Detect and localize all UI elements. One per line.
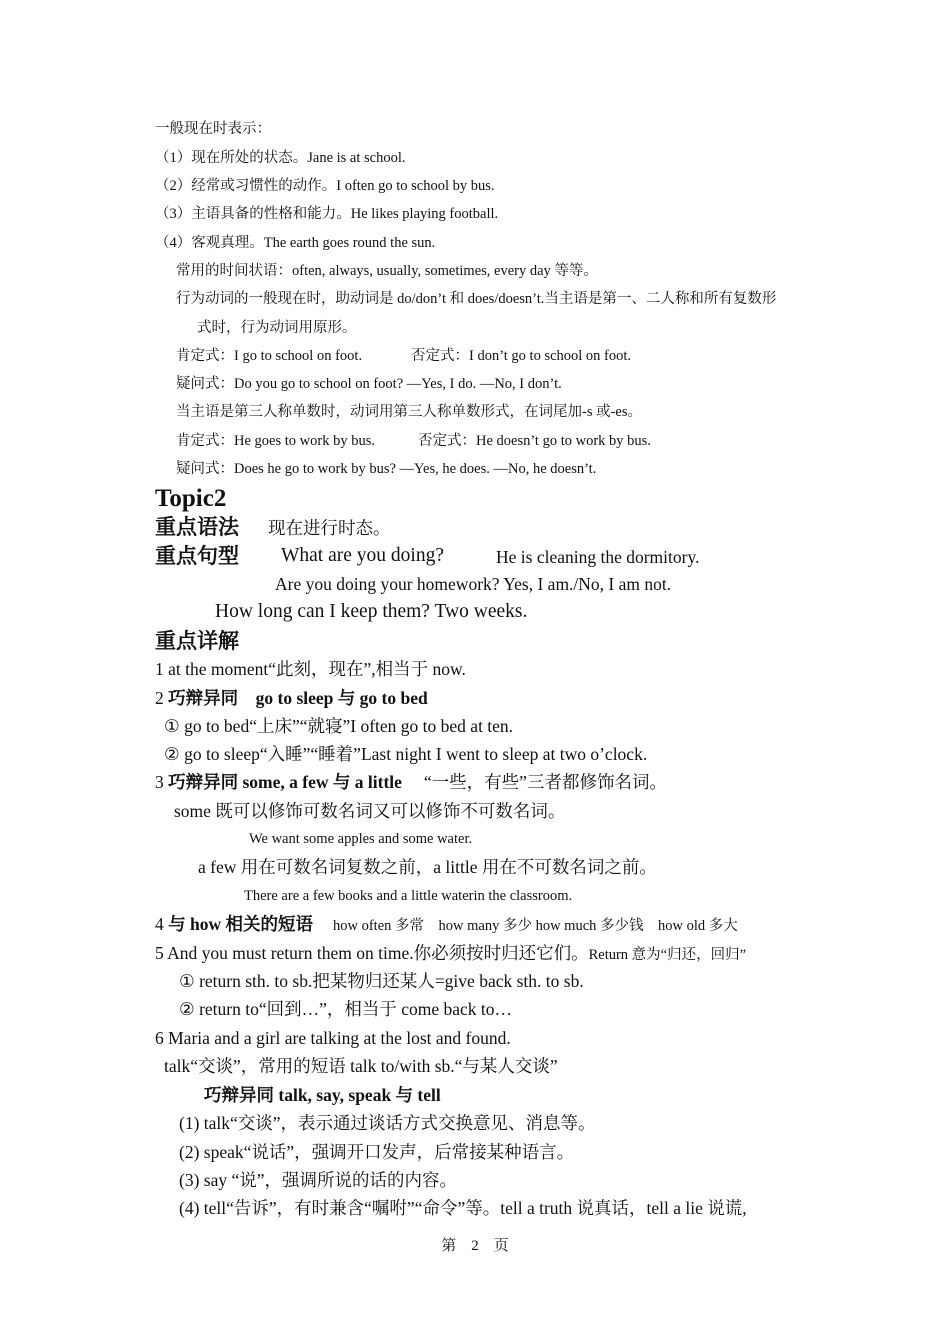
- detail-4: [155, 914, 738, 935]
- pattern-line-3: How long can I keep them? Two weeks.: [215, 601, 528, 622]
- pattern-answer: He is cleaning the dormitory.: [496, 547, 700, 567]
- present-simple-heading: 一般现在时表示：: [155, 121, 271, 137]
- detail-5-b: ② return to“回到…”，相当于 come back to…: [179, 999, 513, 1019]
- detail-3-few: a few 用在可数名词复数之前，a little 用在不可数名词之前。: [198, 857, 657, 877]
- detail-6-heading: 巧辩异同 talk, say, speak 与 tell: [204, 1085, 441, 1105]
- detail-3-few-example: There are a few books and a little waterin the classroom.: [244, 888, 573, 904]
- time-adverbials: 常用的时间状语：often, always, usually, sometimes, every day 等等。: [176, 263, 598, 279]
- affirmative-2: 肯定式：He goes to work by bus.: [176, 433, 375, 449]
- detail-3-text: “一些，有些”三者都修饰名词。: [423, 772, 667, 792]
- detail-3: [155, 772, 667, 792]
- detail-4-number: 4: [155, 914, 169, 934]
- detail-2-number: 2: [155, 688, 169, 708]
- detail-2: [155, 688, 428, 708]
- detail-5-note: Return 意为“归还，回归”: [588, 947, 747, 963]
- third-person-rule: 当主语是第三人称单数时，动词用第三人称单数形式，在词尾加-s 或-es。: [176, 404, 643, 420]
- pattern-question: What are you doing?: [281, 545, 444, 566]
- detail-6-2: (2) speak“说话”，强调开口发声，后常接某种语言。: [179, 1142, 575, 1162]
- detail-6-1: (1) talk“交谈”，表示通过谈话方式交换意见、消息等。: [179, 1113, 596, 1133]
- detail-3-number: 3: [155, 772, 169, 792]
- detail-4-text: how often 多常 how many 多少 how much 多少钱 how old 多大: [333, 918, 738, 934]
- affirmative-1: 肯定式：I go to school on foot.: [176, 348, 363, 364]
- usage-3: （3）主语具备的性格和能力。He likes playing football.: [155, 206, 499, 222]
- usage-4: （4）客观真理。The earth goes round the sun.: [155, 235, 436, 251]
- usage-1: （1）现在所处的状态。Jane is at school.: [155, 150, 406, 166]
- detail-4-heading: 与 how 相关的短语: [168, 914, 313, 934]
- detail-3-heading: 巧辩异同 some, a few 与 a little: [168, 772, 402, 792]
- rule-line-2: 式时，行为动词用原形。: [197, 320, 357, 336]
- rule-line-1: 行为动词的一般现在时，助动词是 do/don’t 和 does/doesn’t.当主语是第一、二人称和所有复数形: [176, 291, 777, 307]
- detail-5-a: ① return sth. to sb.把某物归还某人=give back sth. to sb.: [179, 971, 584, 991]
- question-1: 疑问式：Do you go to school on foot? —Yes, I do. —No, I don’t.: [176, 376, 562, 392]
- pattern-label: 重点句型: [155, 544, 239, 568]
- detail-5-main: 5 And you must return them on time.你必须按时归还它们。: [155, 943, 589, 963]
- detail-2-b: ② go to sleep“入睡”“睡着”Last night I went to sleep at two o’clock.: [164, 744, 648, 764]
- detail-6-talk: talk“交谈”，常用的短语 talk to/with sb.“与某人交谈”: [164, 1056, 558, 1076]
- question-2: 疑问式：Does he go to work by bus? —Yes, he does. —No, he doesn’t.: [176, 461, 597, 477]
- grammar-label: 重点语法: [155, 515, 239, 539]
- negative-1: 否定式：I don’t go to school on foot.: [411, 348, 632, 364]
- detail-2-heading: 巧辩异同 go to sleep 与 go to bed: [168, 688, 428, 708]
- detail-1: 1 at the moment“此刻，现在”,相当于 now.: [155, 659, 466, 679]
- detail-6-3: (3) say “说”，强调所说的话的内容。: [179, 1170, 458, 1190]
- usage-2: （2）经常或习惯性的动作。I often go to school by bus.: [155, 178, 495, 194]
- topic-title: Topic2: [155, 485, 227, 512]
- grammar-text: 现在进行时态。: [268, 518, 391, 538]
- page-number: 第 2 页: [441, 1238, 509, 1254]
- detail-5: [155, 943, 746, 964]
- detail-6: 6 Maria and a girl are talking at the lost and found.: [155, 1028, 511, 1048]
- detail-3-some-example: We want some apples and some water.: [249, 831, 473, 847]
- detail-6-4: (4) tell“告诉”，有时兼含“嘱咐”“命令”等。tell a truth 说真话，tell a lie 说谎,: [179, 1198, 747, 1218]
- detail-3-some: some 既可以修饰可数名词又可以修饰不可数名词。: [174, 801, 566, 821]
- negative-2: 否定式：He doesn’t go to work by bus.: [418, 433, 651, 449]
- detail-2-a: ① go to bed“上床”“就寝”I often go to bed at ten.: [164, 716, 514, 736]
- pattern-line-2: Are you doing your homework? Yes, I am./No, I am not.: [275, 574, 672, 594]
- details-label: 重点详解: [155, 629, 239, 653]
